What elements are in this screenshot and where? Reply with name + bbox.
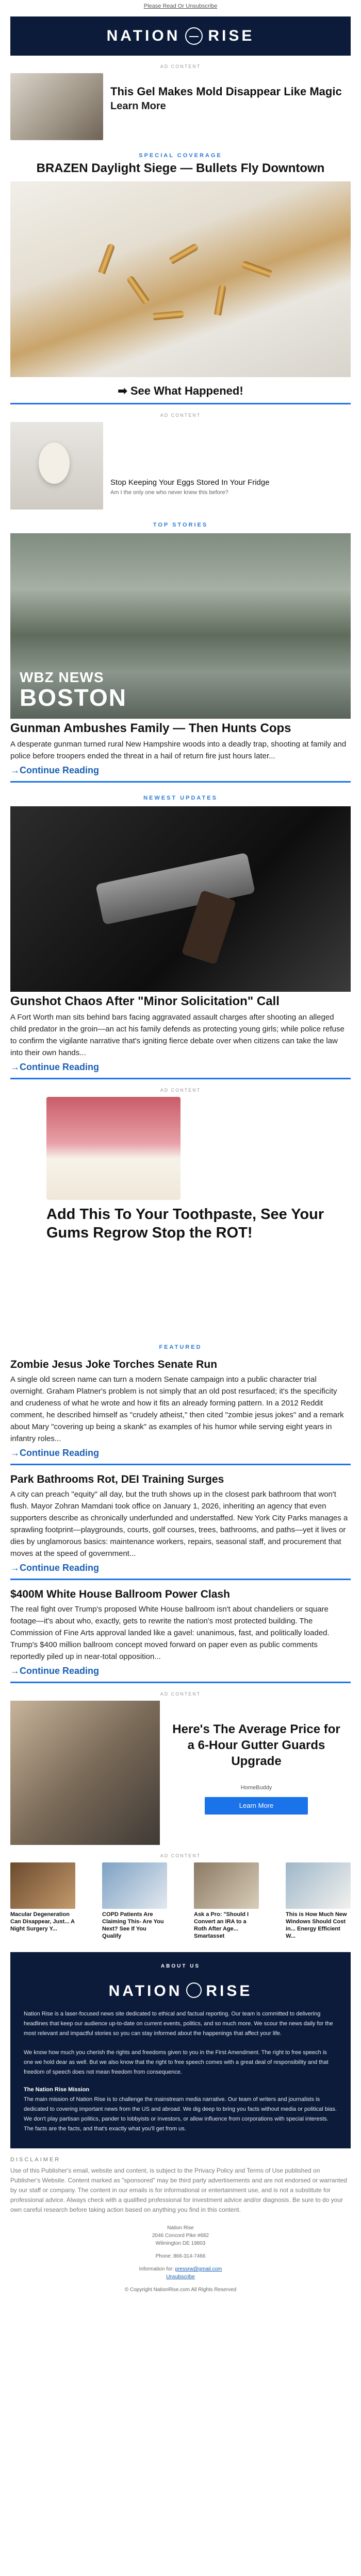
ad-image[interactable] (10, 1701, 160, 1845)
top-story-image[interactable] (10, 533, 351, 719)
footer-phone: Phone: 866-314-7466 (155, 2253, 206, 2259)
featured-list (10, 1358, 351, 1683)
footer-name: Nation Rise (167, 2225, 194, 2231)
ad-subtitle: Am I the only one who never knew this before? (110, 489, 228, 496)
ad-title[interactable]: This Gel Makes Mold Disappear Like Magic (110, 85, 342, 98)
brand-logo-icon (185, 27, 203, 45)
ad-image[interactable] (10, 422, 103, 510)
mission-title: The Nation Rise Mission (24, 2087, 90, 2093)
section-top-stories: TOP STORIES (153, 522, 208, 528)
continue-reading-link[interactable]: → Continue Reading (10, 1062, 351, 1073)
ad-label: AD CONTENT (160, 64, 201, 69)
sponsored-item[interactable] (102, 1862, 167, 1940)
wbz-logo (20, 669, 127, 709)
brand-header (10, 16, 351, 56)
brand-right: RISE (206, 1982, 253, 1999)
featured-headline[interactable]: $400M White House Ballroom Power Clash (10, 1588, 230, 1600)
about-paragraph: We know how much you cherish the rights and freedoms given to you in the First Amendment. The right to free speech is one we hold dear as well. But we also know that the right to free speech comes with a great deal of responsibility and that freedom of speech does not mean freedom from consequence. (24, 2049, 329, 2075)
footer-address: 2046 Concord Pike #682 (152, 2233, 209, 2239)
sponsored-title[interactable]: Macular Degeneration Can Disappear, Just... A Night Surgery Y... (10, 1911, 75, 1932)
ad-title[interactable]: Stop Keeping Your Eggs Stored In Your Fridge (110, 478, 270, 487)
unsubscribe-link[interactable]: Unsubscribe (166, 2274, 195, 2280)
ad-title[interactable]: Here's The Average Price for a 6-Hour Gutter Guards Upgrade (172, 1722, 340, 1768)
learn-more-button[interactable]: Learn More (205, 1797, 308, 1815)
featured-headline[interactable]: Zombie Jesus Joke Torches Senate Run (10, 1359, 218, 1370)
wbz-logo-a: WBZ NEWS (20, 669, 104, 685)
newest-story-body: A Fort Worth man sits behind bars facing aggravated assault charges after shooting an alleged child predator in the groin—an act his family defends as protecting young girls; while police refuse to confirm the vigilante narrative that's igniting fierce debate over when citizens can take the law into their own hands... (10, 1013, 344, 1057)
top-story-headline[interactable]: Gunman Ambushes Family — Then Hunts Cops (10, 721, 291, 735)
ad-image[interactable] (10, 73, 103, 140)
divider (10, 1078, 351, 1079)
footer-email-link[interactable]: pressrw@gmail.com (175, 2266, 222, 2272)
brand-logo-icon (186, 1982, 202, 1998)
special-headline[interactable]: BRAZEN Daylight Siege — Bullets Fly Downtown (36, 161, 325, 175)
mission-paragraph: The main mission of Nation Rise is to challenge the mainstream media narrative. Our team of writers and journalists is dedicated to covering important news from the US and abroad. We dig deep to bring you facts without media or political bias. We don't play partisan politics, pander to lobbyists or investors, or allow influence from corporations with special interests. The facts are the facts, and that's exactly what you'll get from us. (24, 2096, 337, 2132)
about-label: ABOUT US (160, 1963, 201, 1969)
section-newest-updates: NEWEST UPDATES (143, 795, 218, 801)
about-us (10, 1952, 351, 2148)
footer-inquiry (0, 2265, 361, 2273)
ad-label: AD CONTENT (160, 1853, 201, 1858)
ad-gutter-guards[interactable] (10, 1701, 351, 1845)
footer-copyright: © Copyright NationRise.com All Rights Reserved (124, 2287, 237, 2293)
top-story-body: A desperate gunman turned rural New Hampshire woods into a deadly trap, shooting at family and police before troopers ended the threat in a hail of return fire just hours later... (10, 740, 347, 760)
ad-toothpaste[interactable] (10, 1097, 351, 1298)
continue-reading-link[interactable]: → Continue Reading (10, 765, 351, 776)
newest-story-image[interactable] (10, 806, 351, 992)
section-special-coverage: SPECIAL COVERAGE (139, 152, 222, 159)
ad-learn-more-link[interactable]: Learn More (110, 100, 166, 112)
ad-title[interactable]: Add This To Your Toothpaste, See Your Gums Regrow Stop the ROT! (46, 1206, 324, 1241)
about-paragraph: Nation Rise is a laser-focused news site dedicated to ethical and factual reporting. Our team is committed to delivering headlines that keep our audience up-to-date on current events, politics, and so much more. We scour the news daily for the most relevant and impactful stories so you can stay informed about the happenings that affect your life. (24, 2011, 333, 2037)
divider (10, 403, 351, 404)
sponsored-title[interactable]: COPD Patients Are Claiming This- Are You Next? See If You Qualify (102, 1911, 164, 1939)
disclaimer-text: Use of this Publisher's email, website and content, is subject to the Privacy Policy and Terms of Use published on Publisher's Website. Content marked as "sponsored" may be third party advertisements and are not endorsed or warranted by our staff or company. The content in our emails is for informational or entertainment use, and is not a substitute for professional advice. Always check with a qualified professional for investment advice and/or diagnosis. Be sure to do your own careful research before taking action based on anything you find in this content. (10, 2167, 347, 2213)
featured-body: The real fight over Trump's proposed White House ballroom isn't about chandeliers or square footage—it's about who, exactly, gets to rewrite the nation's most protected building. The Commission of Fine Arts approval landed like a gavel: unanimous, fast, and politically loaded. Trump's $400 million ballroom concept moved forward on paper even as public comments reportedly piled up in near-total opposition... (10, 1605, 330, 1661)
special-image[interactable] (10, 181, 351, 377)
sponsored-item[interactable] (194, 1862, 259, 1940)
sponsored-grid (10, 1862, 351, 1940)
ad-label: AD CONTENT (160, 413, 201, 418)
inquiry-prefix: Information for: (139, 2266, 175, 2272)
sponsored-image[interactable] (194, 1862, 259, 1909)
ad-mold-gel[interactable] (10, 73, 351, 140)
section-featured: FEATURED (159, 1344, 202, 1350)
wbz-logo-b: BOSTON (20, 684, 127, 711)
ad-eggs[interactable] (10, 422, 351, 510)
preheader-text[interactable]: Please Read Or Unsubscribe (143, 3, 218, 9)
continue-reading-link[interactable]: → Continue Reading (10, 1563, 351, 1573)
featured-body: A single old screen name can turn a modern Senate campaign into a public character trial overnight. Graham Platner's problem is not simply that an old post resurfaced; it's the specificity and crudeness of what he wrote and how it fits an already forming pattern. In a 2012 Reddit comment, he described himself as "crudely atheist," then cited "zombie jesus jokes" and a remark about Mary "covering up being a skank" as examples of his humor while serving eight years in infantry roles... (10, 1375, 344, 1443)
see-what-happened-button[interactable]: ➡ See What Happened! (118, 384, 243, 397)
footer (0, 2224, 361, 2294)
divider (10, 781, 351, 783)
sponsored-image[interactable] (102, 1862, 167, 1909)
disclaimer (10, 2157, 351, 2215)
featured-headline[interactable]: Park Bathrooms Rot, DEI Training Surges (10, 1473, 224, 1485)
sponsored-image[interactable] (10, 1862, 75, 1909)
brand-right: RISE (208, 27, 255, 44)
continue-reading-link[interactable]: → Continue Reading (10, 1448, 351, 1459)
divider (10, 1464, 351, 1465)
sponsored-item[interactable] (10, 1862, 75, 1940)
divider (10, 1682, 351, 1683)
sponsored-item[interactable] (286, 1862, 351, 1940)
ad-label: AD CONTENT (160, 1691, 201, 1697)
sponsored-image[interactable] (286, 1862, 351, 1909)
brand-left: NATION (106, 27, 180, 44)
featured-body: A city can preach "equity" all day, but the truth shows up in the closest park bathroom that won't flush. Mayor Zohran Mamdani took office on January 1, 2026, inheriting an agency that even supporters describe as chronically underfunded and understaffed. New York City Parks manages a sprawling footprint—playgrounds, courts, golf courses, trees, bathrooms, and paths—yet it lives or dies by unglamorous basics: maintenance workers, repairs, seasonal staff, and procurement that moves at the speed of government... (10, 1490, 348, 1558)
about-logo (24, 1982, 337, 2000)
sponsored-title[interactable]: Ask a Pro: "Should I Convert an IRA to a Roth After Age... Smartasset (194, 1911, 249, 1939)
preheader[interactable] (0, 0, 361, 12)
sponsored-title[interactable]: This is How Much New Windows Should Cost in... Energy Efficient W... (286, 1911, 347, 1939)
ad-label: AD CONTENT (160, 1088, 201, 1093)
ad-image[interactable] (46, 1097, 180, 1200)
divider (10, 1579, 351, 1580)
disclaimer-label: DISCLAIMER (10, 2157, 61, 2163)
ad-sponsor: HomeBuddy (240, 1785, 272, 1791)
brand-left: NATION (108, 1982, 183, 1999)
continue-reading-link[interactable]: → Continue Reading (10, 1666, 351, 1676)
footer-address: Wilmington DE 19803 (155, 2241, 206, 2246)
newest-story-headline[interactable]: Gunshot Chaos After "Minor Solicitation" Call (10, 994, 280, 1008)
